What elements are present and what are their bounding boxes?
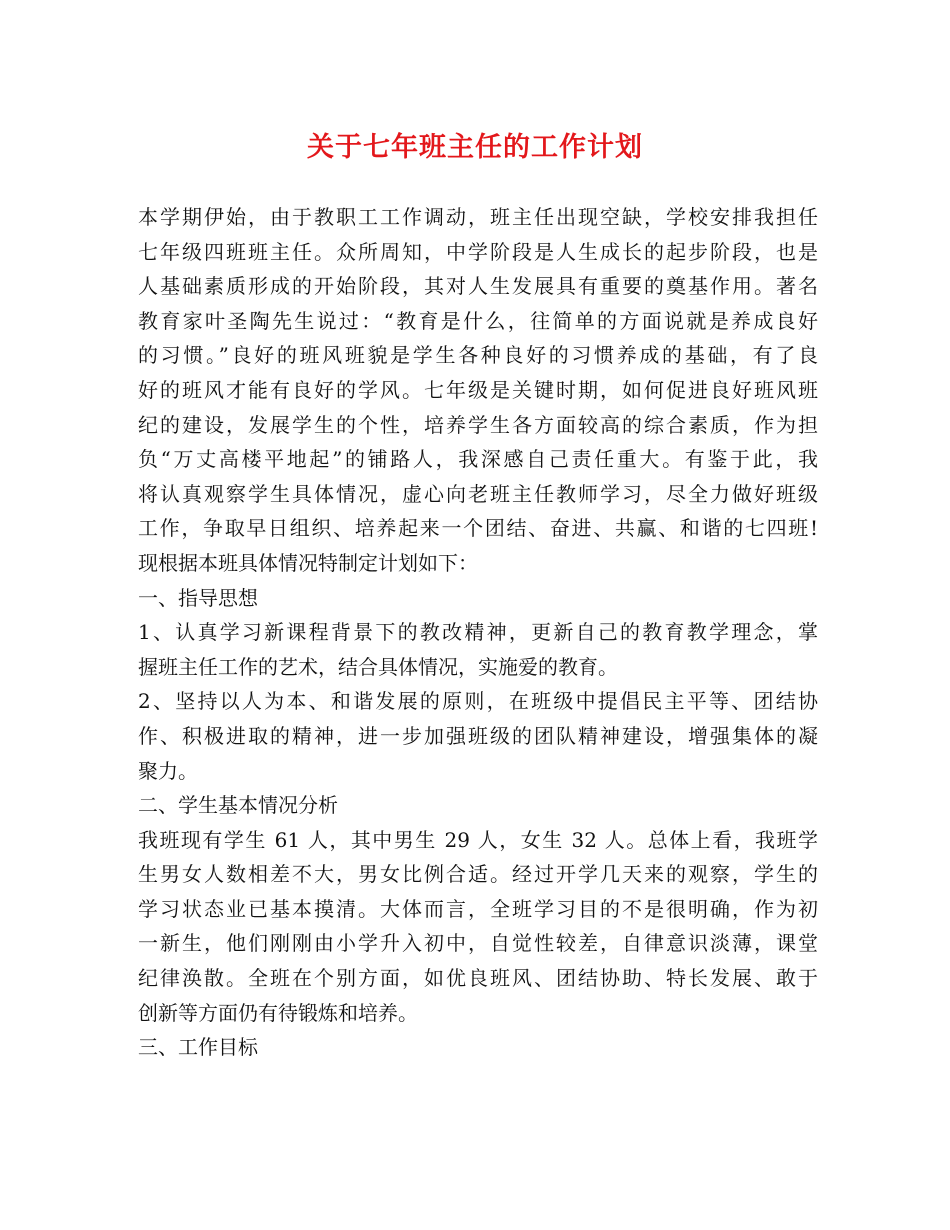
body-line: 七年级四班班主任。众所周知，中学阶段是人生成长的起步阶段，也是 — [138, 239, 818, 264]
body-line: 本学期伊始，由于教职工工作调动，班主任出现空缺，学校安排我担任 — [138, 205, 818, 229]
body-line: 人基础素质形成的开始阶段，其对人生发展具有重要的奠基作用。著名 — [138, 274, 818, 299]
body-line: 现根据本班具体情况特制定计划如下： — [138, 550, 478, 575]
body-line: 聚力。 — [138, 758, 198, 783]
body-line: 纪的建设，发展学生的个性，培养学生各方面较高的综合素质，作为担 — [138, 412, 818, 437]
body-line: 1、认真学习新课程背景下的教改精神，更新自己的教育教学理念，掌 — [138, 620, 818, 645]
body-line: 学习状态业已基本摸清。大体而言，全班学习目的不是很明确，作为初 — [138, 896, 818, 921]
body-line: 2、坚持以人为本、和谐发展的原则，在班级中提倡民主平等、团结协 — [138, 689, 818, 714]
document-title: 关于七年班主任的工作计划 — [307, 132, 643, 163]
document-body — [138, 200, 818, 1065]
body-line: 负“万丈高楼平地起”的铺路人，我深感自己责任重大。有鉴于此，我 — [138, 447, 818, 472]
section-heading: 二、学生基本情况分析 — [138, 793, 338, 818]
body-line: 的习惯。”良好的班风班貌是学生各种良好的习惯养成的基础，有了良 — [138, 343, 818, 368]
body-line: 我班现有学生 61 人，其中男生 29 人，女生 32 人。总体上看，我班学 — [138, 827, 818, 852]
body-line: 工作，争取早日组织、培养起来一个团结、奋进、共赢、和谐的七四班! — [138, 516, 818, 541]
body-line: 生男女人数相差不大，男女比例合适。经过开学几天来的观察，学生的 — [138, 862, 818, 887]
body-line: 将认真观察学生具体情况，虚心向老班主任教师学习，尽全力做好班级 — [138, 481, 818, 506]
body-line: 教育家叶圣陶先生说过：“教育是什么，往简单的方面说就是养成良好 — [138, 308, 818, 333]
body-line: 纪律涣散。全班在个别方面，如优良班风、团结协助、特长发展、敢于 — [138, 966, 818, 991]
body-line: 好的班风才能有良好的学风。七年级是关键时期，如何促进良好班风班 — [138, 377, 818, 402]
body-line: 一新生，他们刚刚由小学升入初中，自觉性较差，自律意识淡薄，课堂 — [138, 931, 818, 956]
section-heading: 三、工作目标 — [138, 1035, 258, 1060]
body-line: 作、积极进取的精神，进一步加强班级的团队精神建设，增强集体的凝 — [138, 723, 818, 748]
body-line: 握班主任工作的艺术，结合具体情况，实施爱的教育。 — [138, 654, 618, 679]
body-line: 创新等方面仍有待锻炼和培养。 — [138, 1000, 418, 1025]
section-heading: 一、指导思想 — [138, 585, 258, 610]
